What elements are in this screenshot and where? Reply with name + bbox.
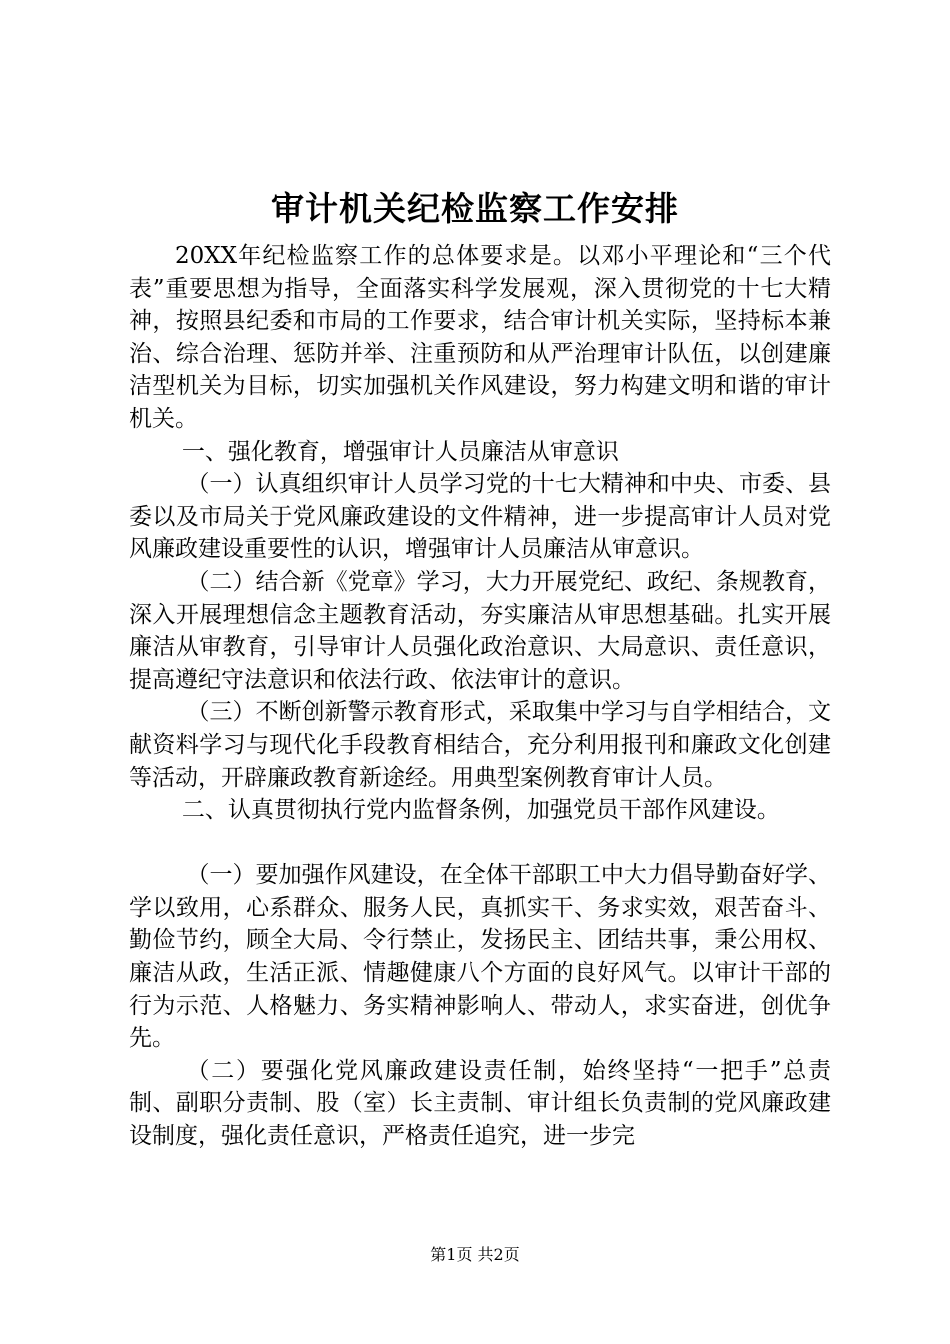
paragraph-2-2: （二）要强化党风廉政建设责任制，始终坚持“一把手”总责制、副职分责制、股（室）长主责制、审计组长负责制的党风廉政建设制度，强化责任意识，严格责任追究，进一步完	[129, 1057, 831, 1150]
page-number-footer: 第1页 共2页	[430, 1245, 520, 1264]
paragraph-1-2: （二）结合新《党章》学习，大力开展党纪、政纪、条规教育，深入开展理想信念主题教育活动，夯实廉洁从审思想基础。扎实开展廉洁从审教育，引导审计人员强化政治意识、大局意识、责任意识，提高遵纪守法意识和依法行政、依法审计的意识。	[129, 568, 831, 693]
blank-line	[129, 827, 831, 860]
section-heading-1: 一、强化教育，增强审计人员廉洁从审意识	[181, 438, 619, 465]
document-title: 审计机关纪检监察工作安排	[271, 189, 679, 228]
paragraph-intro: 20XX年纪检监察工作的总体要求是。以邓小平理论和“三个代表”重要思想为指导，全面落实科学发展观，深入贯彻党的十七大精神，按照县纪委和市局的工作要求，结合审计机关实际，坚持标本兼治、综合治理、惩防并举、注重预防和从严治理审计队伍，以创建廉洁型机关为目标，切实加强机关作风建设，努力构建文明和谐的审计机关。	[129, 243, 831, 432]
section-heading-2: 二、认真贯彻执行党内监督条例，加强党员干部作风建设。	[181, 797, 780, 824]
paragraph-2-1: （一）要加强作风建设，在全体干部职工中大力倡导勤奋好学、学以致用，心系群众、服务人民，真抓实干、务求实效，艰苦奋斗、勤俭节约，顾全大局、令行禁止，发扬民主、团结共事，秉公用权、廉洁从政，生活正派、情趣健康八个方面的良好风气。以审计干部的行为示范、人格魅力、务实精神影响人、带动人，求实奋进，创优争先。	[129, 862, 831, 1052]
paragraph-1-3: （三）不断创新警示教育形式，采取集中学习与自学相结合，文献资料学习与现代化手段教育相结合，充分利用报刊和廉政文化创建等活动，开辟廉政教育新途经。用典型案例教育审计人员。	[129, 699, 831, 791]
document-body	[129, 240, 831, 1153]
paragraph-1-1: （一）认真组织审计人员学习党的十七大精神和中央、市委、县委以及市局关于党风廉政建设的文件精神，进一步提高审计人员对党风廉政建设重要性的认识，增强审计人员廉洁从审意识。	[129, 471, 831, 563]
